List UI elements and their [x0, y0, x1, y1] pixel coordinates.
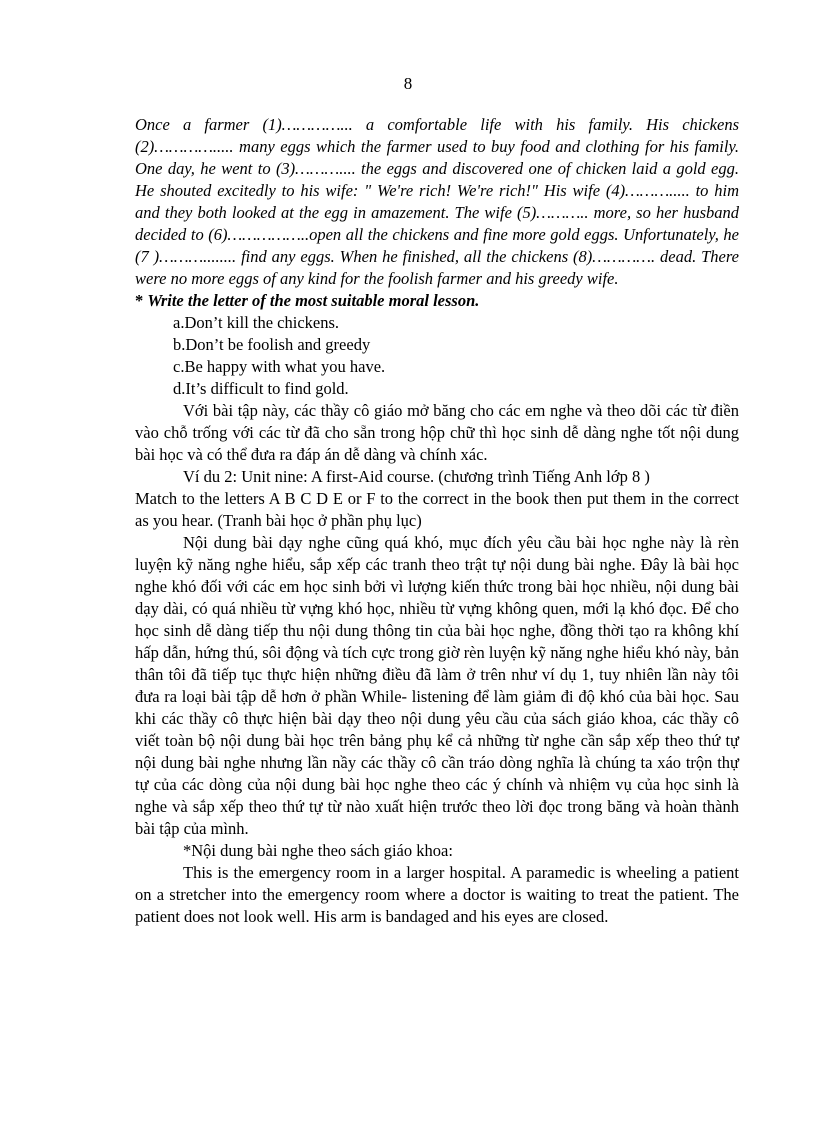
textbook-heading: *Nội dung bài nghe theo sách giáo khoa: — [183, 841, 453, 860]
moral-heading-text: Write the letter of the most suitable moral lesson. — [147, 291, 480, 310]
example-2-title: Ví du 2: Unit nine: A first-Aid course. (chương trình Tiếng Anh lớp 8 ) — [183, 467, 650, 486]
paragraph-listening-lesson: Nội dung bài dạy nghe cũng quá khó, mục đích yêu cầu bài học nghe này là rèn luyện kỹ năng nghe hiểu, sắp xếp các tranh theo trật tự nội dung bài nghe. Đây là bài học nghe khó đối với các em học sinh bởi vì lượng kiến thức trong bài học nhiều, nội dung bài dạy dài, có quá nhiều từ vựng khó học, nhiều từ vựng không quen, mới lạ khó đọc. Để cho học sinh dễ dàng tiếp thu nội dung thông tin của bài học nghe, đồng thời tạo ra không khí hấp dẫn, hứng thú, sôi động và tích cực trong giờ rèn luyện kỹ năng nghe hiểu khó này, bản thân tôi đã tiếp tục thực hiện những điều đã làm ở trên như ví dụ 1, tuy nhiên lần này tôi đưa ra loại bài tập dễ hơn ở phần While- listening để làm giảm đi độ khó của bài học. Sau khi các thầy cô thực hiện bài dạy theo nội dung yêu cầu của sách giáo khoa, các thầy cô viết toàn bộ nội dung bài học trên bảng phụ kể cả những từ nghe cần sắp xếp theo thứ tự nội dung bài nghe nhưng lần nầy các thầy cô cần tráo dòng nghĩa là chúng ta xáo trộn thự tự của các dòng của nội dung bài học nghe theo các ý chính và nhiệm vụ của học sinh là nghe và sắp xếp theo thứ tự từ nào xuất hiện trước theo lời đọc trong băng và hoàn thành bài tập của mình. — [135, 533, 739, 838]
document-body — [135, 114, 739, 928]
story-paragraph: Once a farmer (1)…………... a comfortable life with his family. His chickens (2)…………..... many eggs which the farmer used to buy food and clothing for his family. One day, he went to (3)……….... the eggs and discovered one of chicken laid a gold egg. He shouted excitedly to his wife: " We're rich! We're rich!" His wife (4)………..... to him and they both looked at the egg in amazement. The wife (5)……….. more, so her husband decided to (6)……………..open all the chickens and fine more gold eggs. Unfortunately, he (7 )………........ find any eggs. When he finished, all the chickens (8)…………. dead. There were no more eggs of any kind for the foolish farmer and his greedy wife. — [135, 115, 739, 288]
example-2-instruction: Match to the letters A B C D E or F to the correct in the book then put them in the correct as you hear. (Tranh bài học ở phần phụ lục) — [135, 489, 739, 530]
paragraph-listening-text: This is the emergency room in a larger hospital. A paramedic is wheeling a patient on a stretcher into the emergency room where a doctor is waiting to treat the patient. The patient does not look well. His arm is bandaged and his eyes are closed. — [135, 863, 739, 926]
moral-heading-star: * — [135, 291, 148, 310]
moral-heading — [135, 290, 739, 312]
page-number: 8 — [403, 74, 413, 93]
option-d: d.It’s difficult to find gold. — [173, 379, 349, 398]
option-a: a.Don’t kill the chickens. — [173, 313, 340, 332]
paragraph-exercise-note: Với bài tập này, các thầy cô giáo mở băng cho các em nghe và theo dõi các từ điền vào chỗ trống với các từ đã cho sẵn trong hộp chữ thì học sinh dễ dàng nghe tốt nội dung bài học và có thể đưa ra đáp án dễ dàng và chính xác. — [135, 401, 739, 464]
option-c: c.Be happy with what you have. — [173, 357, 386, 376]
option-b: b.Don’t be foolish and greedy — [173, 335, 371, 354]
